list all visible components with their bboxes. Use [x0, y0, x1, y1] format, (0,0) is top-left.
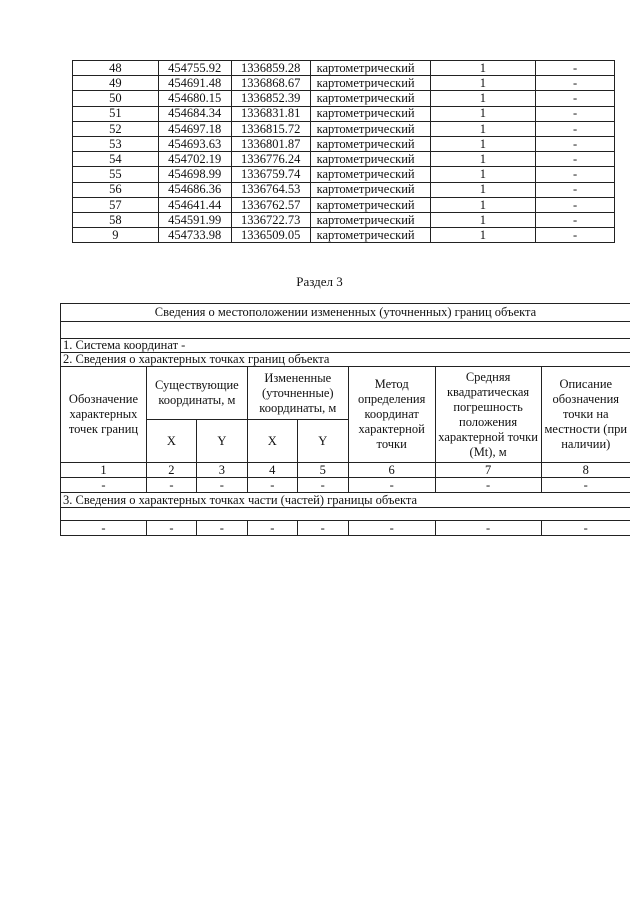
cell-accuracy: 1 [430, 76, 536, 91]
cell-num: 52 [73, 121, 159, 136]
cell-num: 58 [73, 212, 159, 227]
cell-x: 454686.36 [158, 182, 231, 197]
cell: 2 [146, 463, 196, 478]
cell-accuracy: 1 [430, 61, 536, 76]
cell: 6 [348, 463, 435, 478]
column-numbers-row [61, 463, 631, 478]
cell-desc: - [536, 91, 615, 106]
cell: 5 [297, 463, 348, 478]
cell-method: картометрический [310, 61, 430, 76]
table-title: Сведения о местоположении измененных (уточненных) границ объекта [61, 304, 631, 322]
cell: - [61, 521, 147, 536]
cell-accuracy: 1 [430, 121, 536, 136]
cell: 7 [435, 463, 541, 478]
header-description: Описание обозначения точки на местности (при наличии) [541, 367, 630, 463]
table-row [73, 212, 615, 227]
cell: - [435, 521, 541, 536]
cell-y: 1336868.67 [231, 76, 310, 91]
cell-method: картометрический [310, 91, 430, 106]
cell: - [297, 478, 348, 493]
cell-desc: - [536, 182, 615, 197]
blank-row [61, 322, 631, 339]
cell-desc: - [536, 76, 615, 91]
cell-x: 454693.63 [158, 136, 231, 151]
cell-num: 49 [73, 76, 159, 91]
cell-method: картометрический [310, 167, 430, 182]
table-row [73, 76, 615, 91]
cell-x: 454591.99 [158, 212, 231, 227]
cell: 1 [61, 463, 147, 478]
table-row [73, 197, 615, 212]
cell-method: картометрический [310, 182, 430, 197]
cell-y: 1336762.57 [231, 197, 310, 212]
cell: - [348, 478, 435, 493]
cell: - [247, 521, 297, 536]
cell-y: 1336509.05 [231, 228, 310, 243]
cell-method: картометрический [310, 228, 430, 243]
cell-y: 1336815.72 [231, 121, 310, 136]
header-changed-x: X [247, 420, 297, 463]
cell-num: 9 [73, 228, 159, 243]
cell: - [348, 521, 435, 536]
header-point-label: Обозначение характерных точек границ [61, 367, 147, 463]
cell-num: 57 [73, 197, 159, 212]
table-row [73, 136, 615, 151]
cell-accuracy: 1 [430, 136, 536, 151]
cell-y: 1336759.74 [231, 167, 310, 182]
table-row [73, 121, 615, 136]
cell-x: 454698.99 [158, 167, 231, 182]
cell-num: 51 [73, 106, 159, 121]
cell-num: 56 [73, 182, 159, 197]
cell-num: 55 [73, 167, 159, 182]
cell-x: 454680.15 [158, 91, 231, 106]
cell: - [247, 478, 297, 493]
header-existing-x: X [146, 420, 196, 463]
cell: - [541, 521, 630, 536]
cell-num: 54 [73, 152, 159, 167]
cell-y: 1336764.53 [231, 182, 310, 197]
section-3-table [60, 303, 630, 536]
cell-y: 1336776.24 [231, 152, 310, 167]
cell-desc: - [536, 152, 615, 167]
table-row [73, 167, 615, 182]
header-changed-y: Y [297, 420, 348, 463]
cell-x: 454755.92 [158, 61, 231, 76]
cell-accuracy: 1 [430, 212, 536, 227]
cell-method: картометрический [310, 212, 430, 227]
cell-x: 454641.44 [158, 197, 231, 212]
cell: - [297, 521, 348, 536]
cell-accuracy: 1 [430, 197, 536, 212]
parts-dash-row [61, 521, 631, 536]
cell-x: 454733.98 [158, 228, 231, 243]
table-row [73, 228, 615, 243]
cell-x: 454684.34 [158, 106, 231, 121]
cell: 3 [196, 463, 247, 478]
cell-num: 50 [73, 91, 159, 106]
cell-method: картометрический [310, 152, 430, 167]
cell-desc: - [536, 228, 615, 243]
cell-accuracy: 1 [430, 182, 536, 197]
points-heading: 2. Сведения о характерных точках границ объекта [61, 353, 631, 367]
cell: - [146, 521, 196, 536]
cell: - [435, 478, 541, 493]
header-method: Метод определения координат характерной точки [348, 367, 435, 463]
cell-accuracy: 1 [430, 152, 536, 167]
blank-row [61, 508, 631, 521]
section-title: Раздел 3 [296, 274, 343, 289]
cell-desc: - [536, 212, 615, 227]
cell-method: картометрический [310, 136, 430, 151]
cell-method: картометрический [310, 197, 430, 212]
cell-y: 1336722.73 [231, 212, 310, 227]
cell-y: 1336831.81 [231, 106, 310, 121]
cell-desc: - [536, 197, 615, 212]
coord-system: 1. Система координат - [61, 339, 631, 353]
coordinates-table [72, 60, 615, 243]
header-changed: Измененные (уточненные) координаты, м [247, 367, 348, 420]
cell-x: 454691.48 [158, 76, 231, 91]
cell-accuracy: 1 [430, 91, 536, 106]
cell-x: 454702.19 [158, 152, 231, 167]
cell-y: 1336852.39 [231, 91, 310, 106]
cell-x: 454697.18 [158, 121, 231, 136]
header-existing: Существующие координаты, м [146, 367, 247, 420]
cell-desc: - [536, 136, 615, 151]
parts-heading: 3. Сведения о характерных точках части (частей) границы объекта [61, 493, 631, 508]
table-row [73, 106, 615, 121]
table-row [73, 61, 615, 76]
header-accuracy: Средняя квадратическая погрешность положения характерной точки (Mt), м [435, 367, 541, 463]
header-existing-y: Y [196, 420, 247, 463]
cell: - [541, 478, 630, 493]
cell: - [196, 521, 247, 536]
cell-desc: - [536, 106, 615, 121]
cell-desc: - [536, 167, 615, 182]
cell-y: 1336801.87 [231, 136, 310, 151]
cell-method: картометрический [310, 121, 430, 136]
cell-y: 1336859.28 [231, 61, 310, 76]
table-row [73, 91, 615, 106]
cell-desc: - [536, 61, 615, 76]
cell-method: картометрический [310, 106, 430, 121]
cell-method: картометрический [310, 76, 430, 91]
cell: 4 [247, 463, 297, 478]
cell-accuracy: 1 [430, 228, 536, 243]
cell-accuracy: 1 [430, 106, 536, 121]
cell-accuracy: 1 [430, 167, 536, 182]
table-row [73, 182, 615, 197]
cell-num: 53 [73, 136, 159, 151]
cell: - [146, 478, 196, 493]
cell-num: 48 [73, 61, 159, 76]
cell-desc: - [536, 121, 615, 136]
table-row [73, 152, 615, 167]
dash-row [61, 478, 631, 493]
cell: - [61, 478, 147, 493]
cell: - [196, 478, 247, 493]
cell: 8 [541, 463, 630, 478]
